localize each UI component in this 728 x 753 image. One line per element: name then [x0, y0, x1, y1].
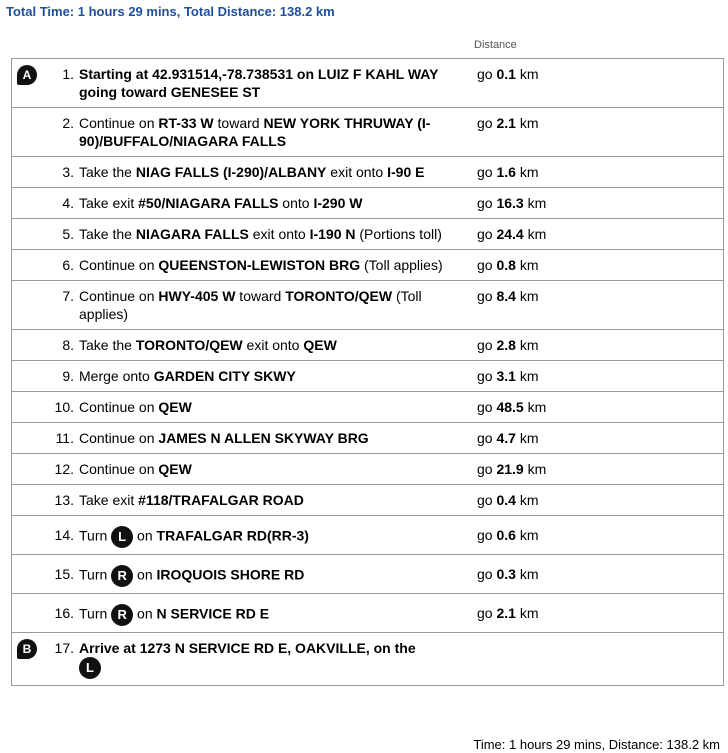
distance-value: 0.8 — [496, 257, 516, 273]
step-instruction — [79, 485, 477, 516]
marker-cell — [12, 555, 41, 594]
marker-cell — [12, 281, 41, 330]
directions-table — [11, 58, 724, 686]
road-name: TORONTO/QEW — [285, 288, 393, 304]
step-number: 7. — [40, 281, 79, 330]
step-number: 1. — [40, 59, 79, 108]
instruction-text: (Toll applies) — [79, 288, 422, 322]
direction-row — [12, 594, 724, 633]
direction-row — [12, 59, 724, 108]
marker-cell — [12, 188, 41, 219]
instruction-text: Continue on — [79, 430, 159, 446]
step-distance — [477, 250, 724, 281]
distance-prefix: go — [477, 195, 493, 211]
direction-row — [12, 219, 724, 250]
turn-right-icon: R — [111, 604, 133, 626]
distance-value: 1.6 — [496, 164, 516, 180]
distance-unit: km — [527, 195, 547, 211]
marker-cell — [12, 59, 41, 108]
step-instruction — [79, 454, 477, 485]
step-distance — [477, 392, 724, 423]
instruction-text: Take exit — [79, 492, 139, 508]
step-instruction — [79, 361, 477, 392]
distance-unit: km — [519, 527, 539, 543]
road-name: GARDEN CITY SKWY — [153, 368, 296, 384]
instruction-text: Take the — [79, 164, 136, 180]
instruction-text: (Portions toll) — [355, 226, 442, 242]
step-instruction — [79, 188, 477, 219]
step-number: 15. — [40, 555, 79, 594]
distance-prefix: go — [477, 399, 493, 415]
direction-row — [12, 392, 724, 423]
road-name: NIAGARA FALLS — [135, 226, 249, 242]
road-name: I-190 N — [309, 226, 356, 242]
road-name: I-290 W — [313, 195, 363, 211]
instruction-text: on — [133, 566, 157, 583]
step-distance — [477, 361, 724, 392]
distance-unit: km — [519, 368, 539, 384]
direction-row — [12, 330, 724, 361]
road-name: QUEENSTON-LEWISTON BRG — [158, 257, 361, 273]
road-name: N SERVICE RD E — [156, 605, 270, 622]
distance-value: 8.4 — [496, 288, 516, 304]
road-name: IROQUOIS SHORE RD — [156, 566, 305, 583]
marker-cell — [12, 594, 41, 633]
instruction-text: on — [133, 527, 157, 544]
step-distance — [477, 108, 724, 157]
marker-cell — [12, 219, 41, 250]
direction-row — [12, 516, 724, 555]
road-name: NIAG FALLS (I-290)/ALBANY — [135, 164, 327, 180]
road-name: TRAFALGAR RD(RR-3) — [156, 527, 309, 544]
instruction-text: Continue on — [79, 461, 159, 477]
direction-row — [12, 485, 724, 516]
step-distance — [477, 281, 724, 330]
step-distance — [477, 59, 724, 108]
marker-cell — [12, 250, 41, 281]
marker-cell — [12, 485, 41, 516]
step-instruction — [79, 281, 477, 330]
distance-unit: km — [519, 430, 539, 446]
distance-prefix: go — [477, 527, 493, 543]
instruction-text: Turn — [79, 527, 112, 544]
distance-unit: km — [527, 461, 547, 477]
instruction-text: Take the — [79, 337, 136, 353]
direction-row — [12, 423, 724, 454]
turn-right-icon: R — [111, 565, 133, 587]
step-distance — [477, 157, 724, 188]
marker-cell — [12, 423, 41, 454]
marker-cell — [12, 633, 41, 686]
direction-row — [12, 361, 724, 392]
distance-value: 4.7 — [496, 430, 516, 446]
road-name: #50/NIAGARA FALLS — [138, 195, 279, 211]
distance-unit: km — [527, 399, 547, 415]
step-instruction — [79, 59, 477, 108]
step-instruction — [79, 108, 477, 157]
distance-prefix: go — [477, 566, 493, 582]
step-number: 5. — [40, 219, 79, 250]
instruction-text: exit onto — [242, 337, 304, 353]
distance-value: 16.3 — [496, 195, 524, 211]
distance-unit: km — [519, 115, 539, 131]
step-number: 11. — [40, 423, 79, 454]
distance-value: 2.1 — [496, 605, 516, 621]
marker-cell — [12, 157, 41, 188]
distance-column-header: Distance — [474, 39, 517, 51]
road-name: JAMES N ALLEN SKYWAY BRG — [158, 430, 369, 446]
instruction-text: Merge onto — [79, 368, 154, 384]
instruction-text: onto — [278, 195, 314, 211]
instruction-text: exit onto — [248, 226, 310, 242]
direction-row — [12, 250, 724, 281]
marker-cell — [12, 516, 41, 555]
step-number: 2. — [40, 108, 79, 157]
distance-unit: km — [519, 164, 539, 180]
distance-value: 21.9 — [496, 461, 524, 477]
turn-left-icon: L — [111, 526, 133, 548]
distance-unit: km — [519, 605, 539, 621]
step-instruction — [79, 219, 477, 250]
start-marker-icon: A — [17, 65, 37, 85]
distance-value: 2.1 — [496, 115, 516, 131]
instruction-text: (Toll applies) — [360, 257, 443, 273]
distance-unit: km — [519, 66, 539, 82]
direction-row — [12, 188, 724, 219]
distance-unit: km — [519, 566, 539, 582]
direction-row — [12, 281, 724, 330]
distance-prefix: go — [477, 226, 493, 242]
step-distance — [477, 555, 724, 594]
instruction-text: Continue on — [79, 399, 159, 415]
distance-unit: km — [519, 288, 539, 304]
distance-unit: km — [519, 492, 539, 508]
step-instruction — [79, 516, 477, 555]
instruction-text: Turn — [79, 566, 112, 583]
step-number: 14. — [40, 516, 79, 555]
road-name: #118/TRAFALGAR ROAD — [138, 492, 304, 508]
instruction-text: Take exit — [79, 195, 139, 211]
turn-left-icon: L — [79, 657, 101, 679]
road-name: QEW — [303, 337, 337, 353]
distance-prefix: go — [477, 288, 493, 304]
instruction-text: Take the — [79, 226, 136, 242]
road-name: Arrive at 1273 N SERVICE RD E, OAKVILLE, on the — [79, 640, 416, 656]
marker-cell — [12, 330, 41, 361]
road-name: NEW YORK THRUWAY (I-90)/BUFFALO/NIAGARA FALLS — [79, 115, 431, 149]
direction-row — [12, 157, 724, 188]
instruction-text: exit onto — [326, 164, 388, 180]
step-instruction — [79, 250, 477, 281]
distance-value: 0.1 — [496, 66, 516, 82]
step-distance — [477, 330, 724, 361]
road-name: RT-33 W — [158, 115, 214, 131]
distance-prefix: go — [477, 337, 493, 353]
distance-value: 24.4 — [496, 226, 524, 242]
step-number: 16. — [40, 594, 79, 633]
distance-value: 3.1 — [496, 368, 516, 384]
distance-prefix: go — [477, 257, 493, 273]
marker-cell — [12, 454, 41, 485]
distance-unit: km — [519, 337, 539, 353]
road-name: HWY-405 W — [158, 288, 236, 304]
distance-prefix: go — [477, 605, 493, 621]
road-name: Starting at 42.931514,-78.738531 on LUIZ F KAHL WAY going toward GENESEE ST — [79, 66, 439, 100]
distance-value: 2.8 — [496, 337, 516, 353]
instruction-text: Turn — [79, 605, 112, 622]
distance-prefix: go — [477, 368, 493, 384]
road-name: QEW — [158, 399, 192, 415]
step-instruction — [79, 330, 477, 361]
step-number: 13. — [40, 485, 79, 516]
step-number: 12. — [40, 454, 79, 485]
direction-row — [12, 108, 724, 157]
step-distance — [477, 423, 724, 454]
direction-row — [12, 555, 724, 594]
step-number: 17. — [40, 633, 79, 686]
distance-prefix: go — [477, 461, 493, 477]
distance-prefix: go — [477, 66, 493, 82]
marker-cell — [12, 361, 41, 392]
road-name: TORONTO/QEW — [135, 337, 243, 353]
step-number: 8. — [40, 330, 79, 361]
instruction-text: Continue on — [79, 257, 159, 273]
instruction-text: Continue on — [79, 288, 159, 304]
distance-value: 0.3 — [496, 566, 516, 582]
direction-row — [12, 633, 724, 686]
distance-value: 0.4 — [496, 492, 516, 508]
marker-cell — [12, 392, 41, 423]
step-instruction — [79, 392, 477, 423]
road-name: I-90 E — [387, 164, 425, 180]
step-distance — [477, 594, 724, 633]
marker-cell — [12, 108, 41, 157]
step-number: 10. — [40, 392, 79, 423]
distance-unit: km — [519, 257, 539, 273]
road-name: QEW — [158, 461, 192, 477]
distance-value: 48.5 — [496, 399, 524, 415]
instruction-text: toward — [213, 115, 264, 131]
total-summary: Total Time: 1 hours 29 mins, Total Distance: 138.2 km — [6, 4, 335, 19]
step-instruction — [79, 633, 477, 686]
distance-value: 0.6 — [496, 527, 516, 543]
direction-row — [12, 454, 724, 485]
step-distance — [477, 633, 724, 686]
step-distance — [477, 485, 724, 516]
bottom-summary: Time: 1 hours 29 mins, Distance: 138.2 km — [473, 737, 720, 752]
step-distance — [477, 219, 724, 250]
distance-prefix: go — [477, 115, 493, 131]
instruction-text: Continue on — [79, 115, 159, 131]
end-marker-icon: B — [17, 639, 37, 659]
distance-unit: km — [527, 226, 547, 242]
step-distance — [477, 188, 724, 219]
step-number: 3. — [40, 157, 79, 188]
instruction-text: toward — [235, 288, 286, 304]
distance-prefix: go — [477, 430, 493, 446]
step-number: 4. — [40, 188, 79, 219]
step-instruction — [79, 157, 477, 188]
step-instruction — [79, 555, 477, 594]
step-distance — [477, 454, 724, 485]
distance-prefix: go — [477, 492, 493, 508]
distance-prefix: go — [477, 164, 493, 180]
instruction-text: on — [133, 605, 157, 622]
step-number: 6. — [40, 250, 79, 281]
step-distance — [477, 516, 724, 555]
step-instruction — [79, 594, 477, 633]
step-number: 9. — [40, 361, 79, 392]
step-instruction — [79, 423, 477, 454]
